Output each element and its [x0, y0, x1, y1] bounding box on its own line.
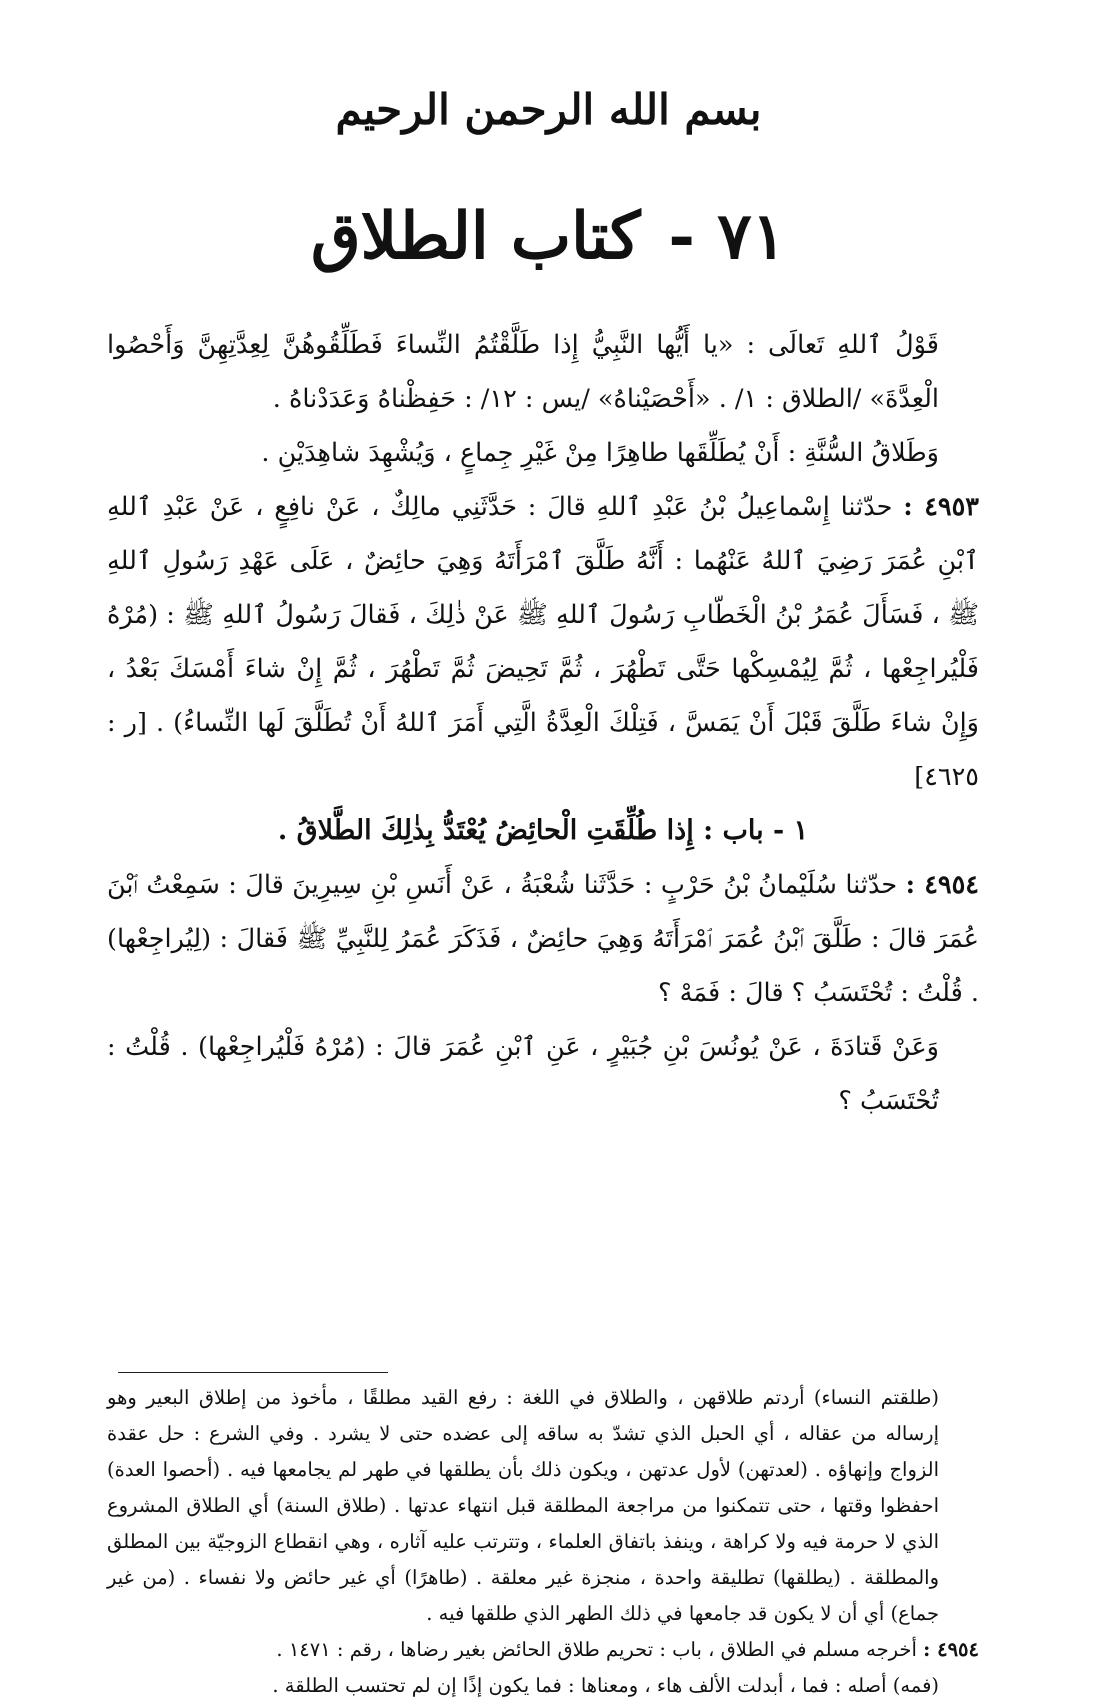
- intro-verse: قَوْلُ ٱللهِ تَعالَى : «يا أَيُّها النَّبِيُّ إِذا طَلَّقْتُمُ النِّساءَ فَطَلِّقُوهُنَّ لِعِدَّتِهِنَّ وَأَحْصُوا الْعِدَّةَ» /الطلاق : ١/ . «أَحْصَيْناهُ» /يس : ١٢/ : حَفِظْناهُ وَعَدَدْناهُ .: [107, 330, 939, 414]
- intro-sunnah: وَطَلاقُ السُّنَّةِ : أَنْ يُطَلِّقَها طاهِرًا مِنْ غَيْرِ جِماعٍ ، وَيُشْهِدَ شاهِدَيْنِ .: [261, 438, 939, 468]
- hadith-number: ٤٩٥٤ :: [905, 870, 979, 900]
- book-number: ٧١ -: [668, 199, 787, 274]
- hadith-text: حدّثنا سُلَيْمانُ بْنُ حَرْبٍ : حَدَّثَنا شُعْبَةُ ، عَنْ أَنَسِ بْنِ سِيرِينَ قالَ : سَمِعْتُ ٱبْنَ عُمَرَ قالَ : طَلَّقَ ٱبْنُ عُمَرَ ٱمْرَأَتَهُ وَهِيَ حائِضٌ ، فَذَكَرَ عُمَرُ لِلنَّبِيِّ ﷺ فَقالَ : (لِيُراجِعْها) . قُلْتُ : تُحْتَسَبُ ؟ قالَ : فَمَهْ ؟: [107, 870, 979, 1008]
- main-text: [107, 318, 979, 1128]
- footnote-divider: [118, 1372, 388, 1373]
- cross-reference: [ر : ٤٦٢٥]: [107, 708, 979, 792]
- chapter-heading: ١ - باب : إِذا طُلِّقَتِ الْحائِضُ يُعْتَدُّ بِذٰلِكَ الطَّلاقُ .: [277, 815, 809, 846]
- hadith-number: ٤٩٥٣ :: [903, 492, 979, 522]
- footnote-glossary: (طلقتم النساء) أردتم طلاقهن ، والطلاق في اللغة : رفع القيد مطلقًا ، مأخوذ من إطلاق البعير وهو إرساله من عقاله ، أي الحبل الذي تشدّ به ساقه إلى عضده حتى لا يشرد . وفي الشرع : حل عقدة الزواج وإنهاؤه . (لعدتهن) لأول عدتهن ، ويكون ذلك بأن يطلقها في طهر لم يجامعها فيه . (أحصوا العدة) احفظوا وقتها ، حتى تتمكنوا من مراجعة المطلقة قبل انتهاء عدتها . (طلاق السنة) أي الطلاق المشروع الذي لا حرمة فيه ولا كراهة ، وينفذ باتفاق العلماء ، وتترتب عليه آثاره ، وهي انقطاع الزوجيّة بين المطلق والمطلقة . (يطلقها) تطليقة واحدة ، منجزة غير معلقة . (طاهرًا) أي غير حائض ولا نفساء . (من غير جماع) أي أن لا يكون قد جامعها في ذلك الطهر الذي طلقها فيه .: [107, 1386, 939, 1625]
- hadith-text: حدّثنا إِسْماعِيلُ بْنُ عَبْدِ ٱللهِ قالَ : حَدَّثَنِي مالِكٌ ، عَنْ نافِعٍ ، عَنْ عَبْدِ ٱللهِ ٱبْنِ عُمَرَ رَضِيَ ٱللهُ عَنْهُما : أَنَّهُ طَلَّقَ ٱمْرَأَتَهُ وَهِيَ حائِضٌ ، عَلَى عَهْدِ رَسُولِ ٱللهِ ﷺ ، فَسَأَلَ عُمَرُ بْنُ الْخَطّابِ رَسُولَ ٱللهِ ﷺ عَنْ ذٰلِكَ ، فَقالَ رَسُولُ ٱللهِ ﷺ : (مُرْهُ فَلْيُراجِعْها ، ثُمَّ لِيُمْسِكْها حَتَّى تَطْهُرَ ، ثُمَّ تَحِيضَ ثُمَّ تَطْهُرَ ، ثُمَّ إِنْ شاءَ أَمْسَكَ بَعْدُ ، وَإِنْ شاءَ طَلَّقَ قَبْلَ أَنْ يَمَسَّ ، فَتِلْكَ الْعِدَّةُ الَّتِي أَمَرَ ٱللهُ أَنْ تُطَلَّقَ لَها النِّساءُ) .: [107, 492, 979, 738]
- hadith-4954: [107, 858, 979, 1020]
- footnote-4954: [107, 1632, 979, 1668]
- book-title: كتاب الطلاق: [310, 199, 641, 274]
- footnote-famah: (فمه) أصله : فما ، أبدلت الألف هاء ، ومعناها : فما يكون إذًا إن لم تحتسب الطلقة .: [272, 1674, 939, 1697]
- footnotes: [107, 1380, 979, 1704]
- hadith-4954-continuation: وَعَنْ قَتادَةَ ، عَنْ يُونُسَ بْنِ جُبَيْرٍ ، عَنِ ٱبْنِ عُمَرَ قالَ : (مُرْهُ فَلْيُراجِعْها) . قُلْتُ : تُحْتَسَبُ ؟: [107, 1032, 939, 1116]
- book-heading: [0, 192, 1097, 282]
- footnote-text: أخرجه مسلم في الطلاق ، باب : تحريم طلاق الحائض بغير رضاها ، رقم : ١٤٧١ .: [276, 1638, 917, 1661]
- footnote-number: ٤٩٥٤ :: [923, 1638, 979, 1661]
- hadith-4953: [107, 480, 979, 804]
- basmala-calligraphy: بسم الله الرحمن الرحيم: [335, 85, 762, 134]
